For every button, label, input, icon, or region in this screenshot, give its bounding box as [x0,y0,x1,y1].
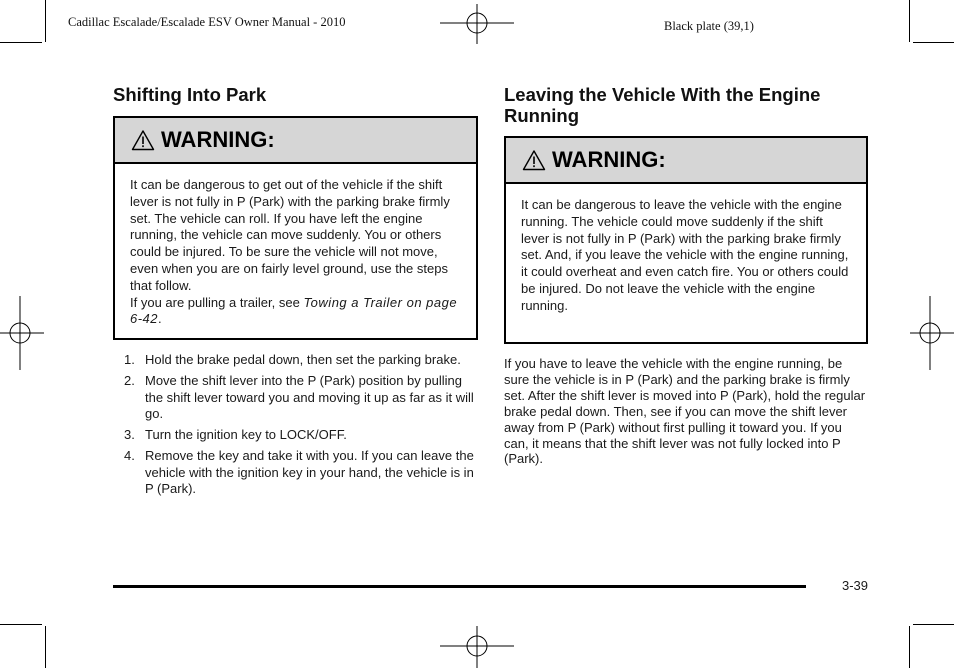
warning-title: WARNING: [552,147,666,172]
warning-triangle-icon [522,149,546,171]
footer-rule [113,585,806,588]
body-paragraph: If you have to leave the vehicle with the engine running, be sure the vehicle is in P (Park) and the parking brake is firmly set. After the shift lever is moved into P (Park), hold the regular brake pedal down. Then, see if you can move the shift lever away from P (Park) without first pulling it toward you. If you can, it means that the shift lever was not fully locked into P (Park). [504,356,866,467]
crop-mark [913,42,954,43]
warning-body: It can be dangerous to leave the vehicle with the engine running. The vehicle could move suddenly if the shift lever is not fully in P (Park) with the parking brake firmly set. And, if you leave the vehicle with the engine running, it could overheat and even catch fire. You or others could be injured. Do not leave the vehicle with the engine running. [521,197,849,313]
warning-text: It can be dangerous to get out of the vehicle if the shift lever is not fully in P (Park) with the parking brake firmly set. The vehicle can roll. If you have left the engine running, the vehicle can move suddenly. You or others could be injured. To be sure the vehicle will not move, even when you are on fairly level ground, use the steps that follow. [130,177,450,293]
registration-mark-icon [910,296,954,370]
trailer-reference-link[interactable]: Towing a Trailer on page 6-42 [130,294,458,327]
step-text: Remove the key and take it with you. If you can leave the vehicle with the ignition key in your hand, the vehicle is in P (Park). [145,448,474,497]
step-text: Move the shift lever into the P (Park) position by pulling the shift lever toward you and moving it up as far as it will go. [145,373,474,421]
warning-box-shifting [113,116,478,340]
step-number: 3. [124,427,135,443]
crop-mark [913,624,954,625]
step-number: 4. [124,448,135,464]
step-text: Hold the brake pedal down, then set the parking brake. [145,352,461,367]
warning-body [115,164,476,328]
crop-mark [45,626,46,668]
crop-mark [909,0,910,42]
warning-header [506,138,866,184]
warning-title: WARNING: [161,127,275,152]
step-number: 1. [124,352,135,367]
list-item [113,352,481,368]
manual-title-header: Cadillac Escalade/Escalade ESV Owner Manual - 2010 [68,15,346,29]
list-item [113,427,481,443]
registration-mark-icon [0,296,44,370]
plate-label-header: Black plate (39,1) [664,19,754,33]
step-text: Turn the ignition key to LOCK/OFF. [145,427,347,443]
list-item [113,448,481,497]
warning-triangle-icon [131,129,155,151]
warning-header [115,118,476,164]
crop-mark [0,42,42,43]
list-item [113,373,481,422]
crop-mark [0,624,42,625]
step-number: 2. [124,373,135,389]
trailer-reference-prefix: If you are pulling a trailer, see [130,294,304,310]
warning-box-leaving [504,136,868,344]
crop-mark [909,626,910,668]
registration-mark-icon [440,4,514,44]
section-heading-leaving-vehicle: Leaving the Vehicle With the Engine Running [504,84,821,126]
section-heading-shifting-into-park: Shifting Into Park [113,84,267,105]
page-number: 3-39 [842,578,869,593]
trailer-reference-suffix: . [158,311,162,327]
crop-mark [45,0,46,42]
registration-mark-icon [440,626,514,668]
steps-list [113,352,481,502]
